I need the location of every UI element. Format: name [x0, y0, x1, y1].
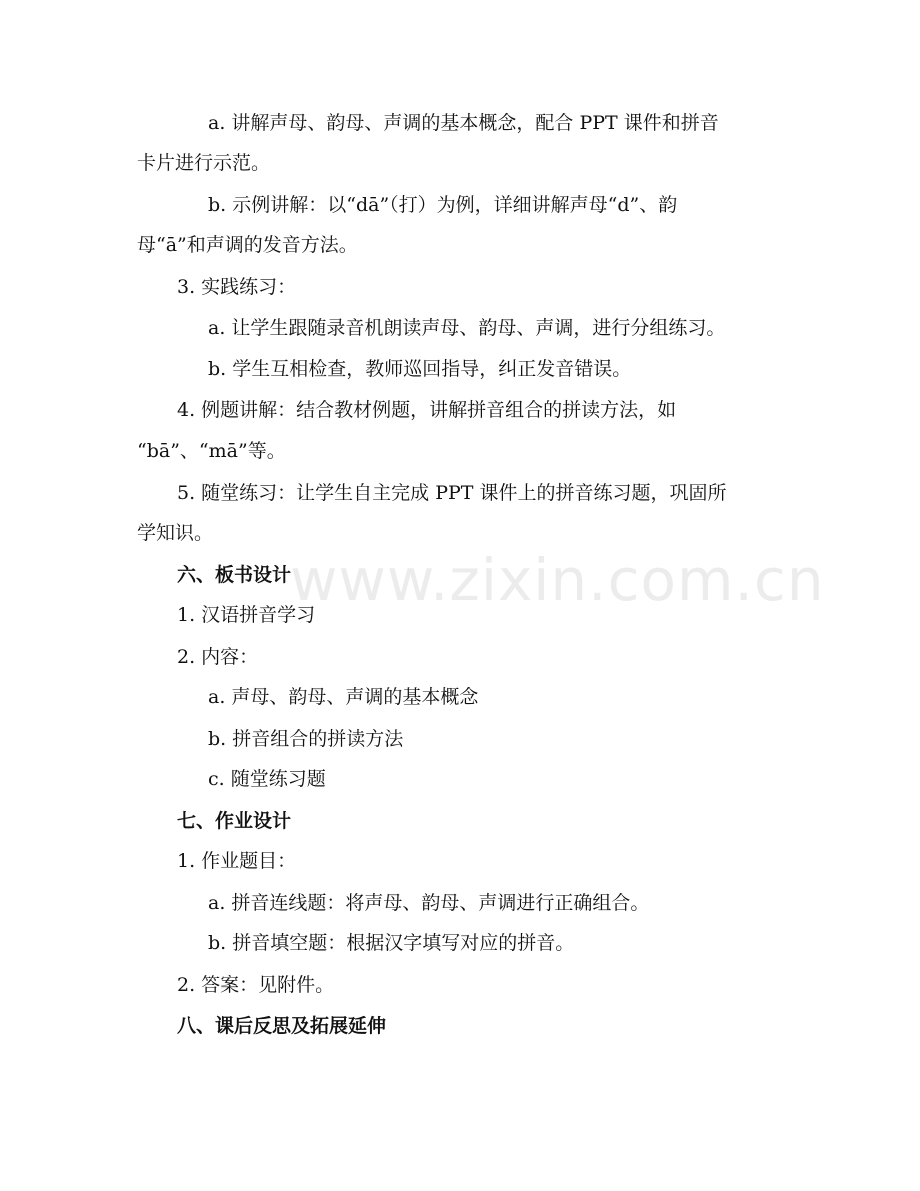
list-item: 1. 汉语拼音学习 — [177, 604, 316, 626]
paragraph-line: 母“ā”和声调的发音方法。 — [137, 234, 358, 256]
section-heading: 六、板书设计 — [177, 564, 292, 586]
paragraph-line: 学知识。 — [137, 522, 214, 544]
list-item: 5. 随堂练习：让学生自主完成 PPT 课件上的拼音练习题，巩固所 — [177, 482, 727, 504]
paragraph-line: b. 示例讲解：以“dā”（打）为例，详细讲解声母“d”、韵 — [208, 194, 678, 216]
list-item: b. 学生互相检查，教师巡回指导，纠正发音错误。 — [208, 358, 632, 380]
paragraph-line: 卡片进行示范。 — [137, 152, 271, 174]
list-item: 2. 内容： — [177, 646, 259, 668]
list-item: 3. 实践练习： — [177, 276, 297, 298]
watermark: www.zixin.com.cn — [290, 546, 825, 614]
list-item: c. 随堂练习题 — [208, 768, 326, 790]
paragraph-line: “bā”、“mā”等。 — [137, 440, 286, 462]
list-item: 4. 例题讲解：结合教材例题，讲解拼音组合的拼读方法，如 — [177, 399, 677, 421]
section-heading: 七、作业设计 — [177, 810, 292, 832]
list-item: b. 拼音填空题：根据汉字填写对应的拼音。 — [208, 932, 575, 954]
list-item: 2. 答案：见附件。 — [177, 974, 335, 996]
list-item: b. 拼音组合的拼读方法 — [208, 728, 404, 750]
section-heading: 八、课后反思及拓展延伸 — [177, 1015, 387, 1037]
list-item: a. 让学生跟随录音机朗读声母、韵母、声调，进行分组练习。 — [208, 317, 726, 339]
list-item: a. 声母、韵母、声调的基本概念 — [208, 686, 479, 708]
list-item: 1. 作业题目： — [177, 850, 297, 872]
paragraph-line: a. 讲解声母、韵母、声调的基本概念，配合 PPT 课件和拼音 — [208, 112, 719, 134]
list-item: a. 拼音连线题：将声母、韵母、声调进行正确组合。 — [208, 892, 650, 914]
